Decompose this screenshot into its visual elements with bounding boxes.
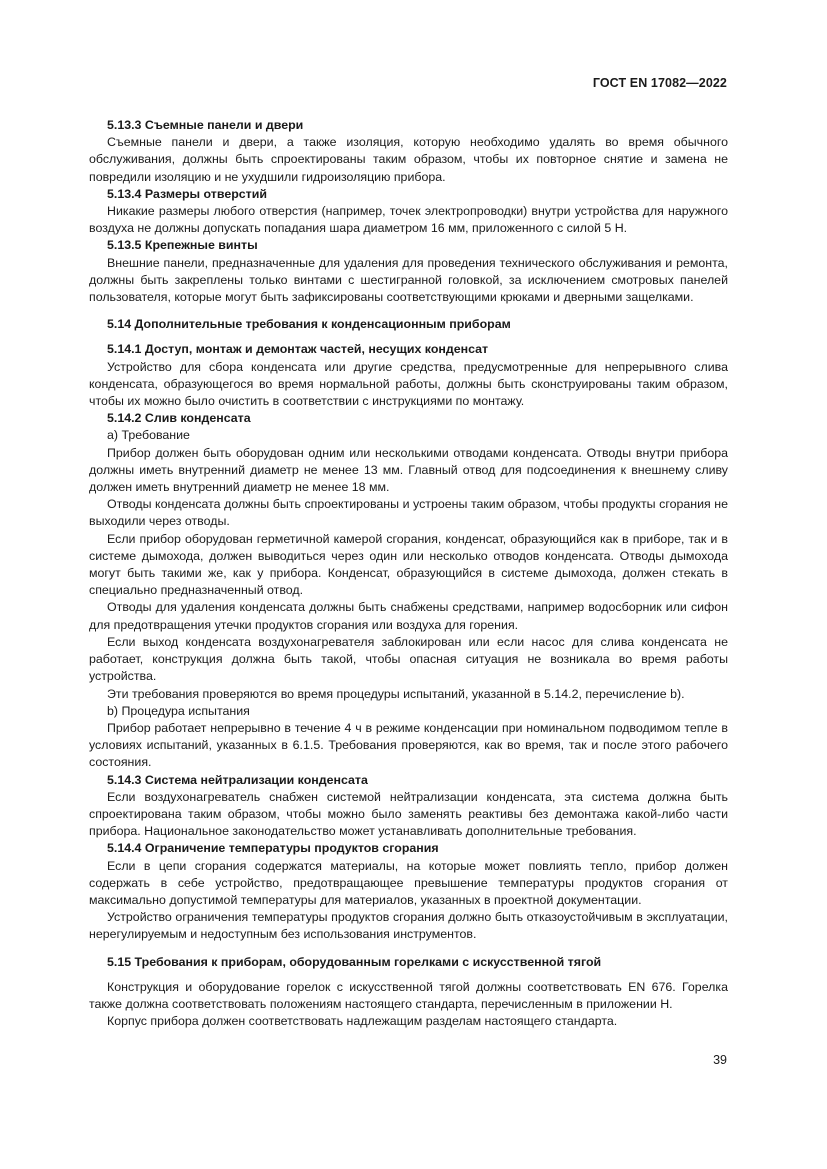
heading-5-14-3: 5.14.3 Система нейтрализации конденсата — [107, 772, 368, 787]
paragraph: Внешние панели, предназначенные для удаления для проведения технического обслуживания и ремонта, должны быть закреплены только винтами с шестигранной головкой, за исключением смотровых панелей пользователя, которые могут быть зафиксированы соответствующими крюками и дверными защелками. — [89, 255, 728, 305]
paragraph: Устройство для сбора конденсата или другие средства, предусмотренные для непрерывного слива конденсата, образующегося во время нормальной работы, должны быть сконструированы таким образом, чтобы их можно было очистить в соответствии с инструкциями по монтажу. — [89, 359, 728, 409]
paragraph: Отводы для удаления конденсата должны быть снабжены средствами, например водосборник или сифон для предотвращения утечки продуктов сгорания или воздуха для горения. — [89, 600, 728, 632]
page-number: 39 — [713, 1053, 727, 1067]
heading-5-13-3: 5.13.3 Съемные панели и двери — [107, 118, 304, 132]
paragraph: Устройство ограничения температуры продуктов сгорания должно быть отказоустойчивым в эксплуатации, нерегулируемым и недоступным без использования инструментов. — [89, 910, 728, 942]
heading-5-14-4: 5.14.4 Ограничение температуры продуктов сгорания — [107, 841, 439, 856]
section-heading-5-14: 5.14 Дополнительные требования к конденсационным приборам — [107, 317, 511, 332]
heading-5-13-5: 5.13.5 Крепежные винты — [107, 238, 258, 253]
paragraph: Если воздухонагреватель снабжен системой нейтрализации конденсата, эта система должна быть спроектирована таким образом, чтобы можно было заменять реактивы без демонтажа какой-либо части прибора. Национальное законодательство может устанавливать дополнительные требования. — [89, 789, 728, 839]
paragraph: Прибор должен быть оборудован одним или несколькими отводами конденсата. Отводы внутри прибора должны иметь внутренний диаметр не менее 13 мм. Главный отвод для подсоединения к внешнему сливу должен иметь внутренний диаметр не менее 18 мм. — [89, 445, 728, 495]
paragraph: Конструкция и оборудование горелок с искусственной тягой должны соответствовать EN 676. Горелка также должна соответствовать положениям настоящего стандарта, перечисленным в приложении Н. — [89, 979, 728, 1011]
paragraph: Никакие размеры любого отверстия (например, точек электропроводки) внутри устройства для наружного воздуха не должны допускать попадания шара диаметром 16 мм, приложенного с силой 5 Н. — [89, 204, 728, 236]
paragraph: Если прибор оборудован герметичной камерой сгорания, конденсат, образующийся как в приборе, так и в системе дымохода, должен выводиться через один или несколько отводов конденсата. Отводы дымохода могут быть такими же, как у прибора. Конденсат, образующийся в системе дымохода, должен стекать в специально предназначенный отвод. — [89, 531, 728, 598]
paragraph: Эти требования проверяются во время процедуры испытаний, указанной в 5.14.2, перечисление b). — [107, 686, 685, 701]
heading-5-14-1: 5.14.1 Доступ, монтаж и демонтаж частей, несущих конденсат — [107, 342, 489, 357]
paragraph: Отводы конденсата должны быть спроектированы и устроены таким образом, чтобы продукты сгорания не выходили через отводы. — [89, 497, 728, 529]
paragraph: Если выход конденсата воздухонагревателя заблокирован или если насос для слива конденсата не работает, конструкция должна быть такой, чтобы опасная ситуация не возникала во время работы устройства. — [89, 634, 728, 684]
heading-5-13-4: 5.13.4 Размеры отверстий — [107, 186, 267, 201]
paragraph: Если в цепи сгорания содержатся материалы, на которые может повлиять тепло, прибор должен содержать в себе устройство, предотвращающее превышение температуры продуктов сгорания от максимально допустимой температуры для материалов, указанных в проектной документации. — [89, 858, 728, 907]
document-code: ГОСТ EN 17082—2022 — [592, 76, 727, 90]
list-item-b: b) Процедура испытания — [107, 703, 250, 718]
section-heading-5-15: 5.15 Требования к приборам, оборудованным горелками с искусственной тягой — [107, 954, 602, 969]
paragraph: Прибор работает непрерывно в течение 4 ч в режиме конденсации при номинальном подводимом тепле в условиях испытаний, указанных в 6.1.5. Требования проверяются, как во время, так и после этого рабочего состояния. — [89, 720, 728, 770]
list-item-a: а) Требование — [107, 428, 190, 443]
page-content — [89, 117, 728, 1030]
paragraph: Корпус прибора должен соответствовать надлежащим разделам настоящего стандарта. — [107, 1014, 618, 1029]
heading-5-14-2: 5.14.2 Слив конденсата — [107, 411, 251, 426]
paragraph: Съемные панели и двери, а также изоляция, которую необходимо удалять во время обычного обслуживания, должны быть спроектированы таким образом, чтобы их повторное снятие и замена не повредили изоляцию и не ухудшили гидроизоляцию прибора. — [89, 135, 728, 184]
